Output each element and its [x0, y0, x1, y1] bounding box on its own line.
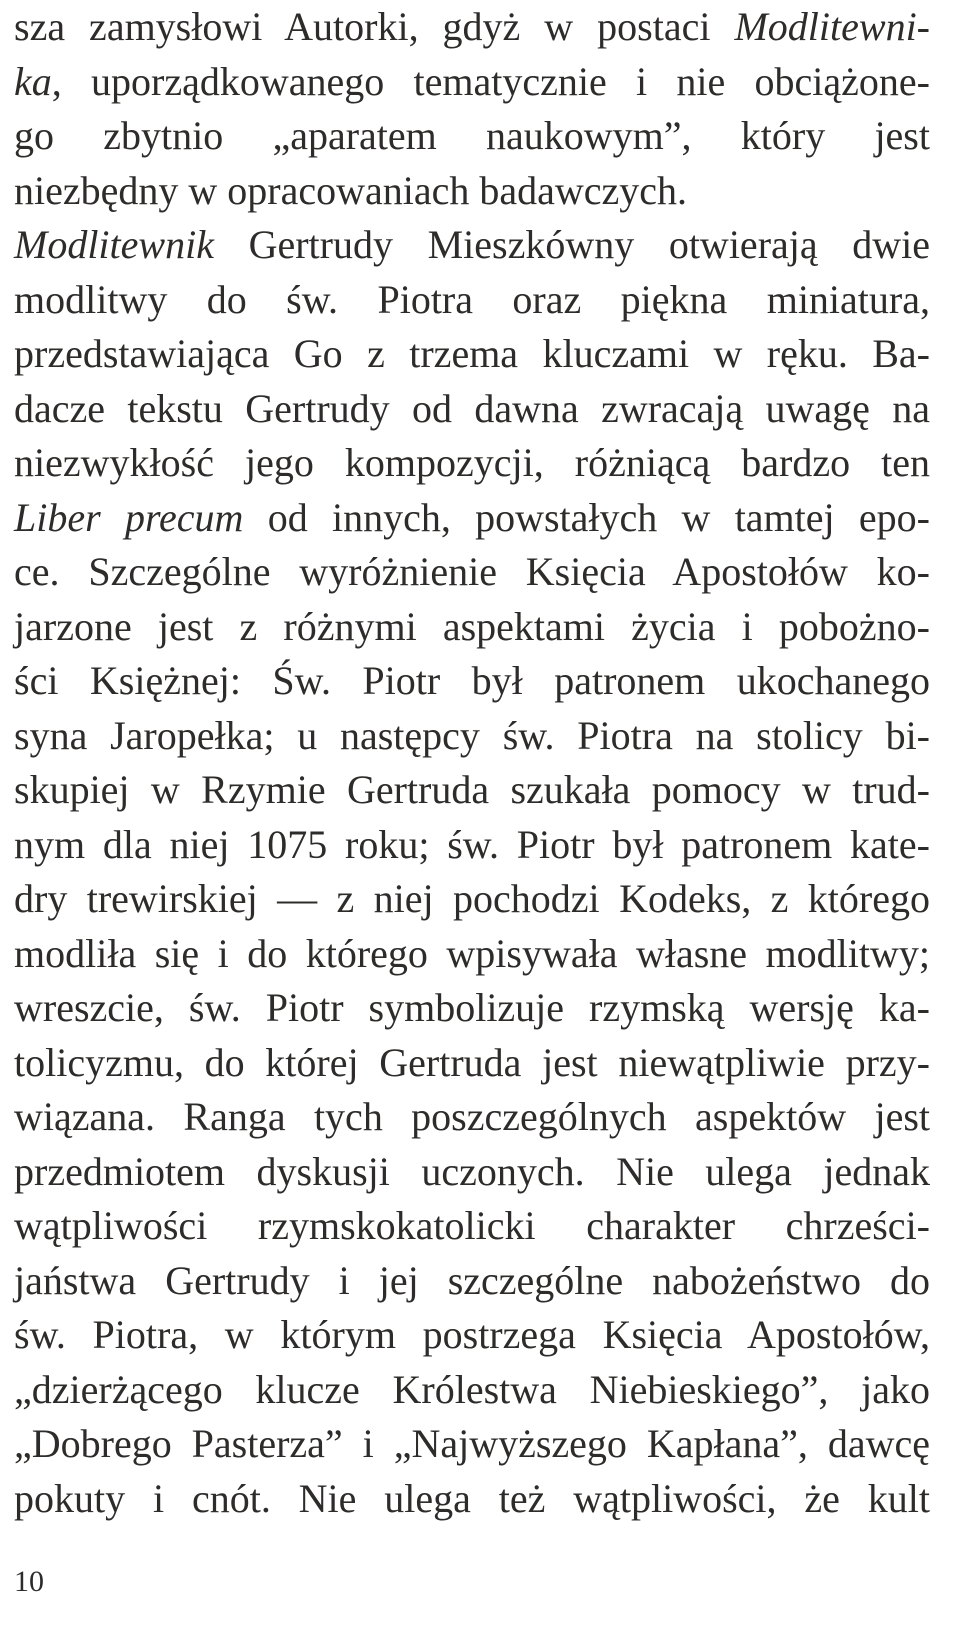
text-segment: wreszcie, św. Piotr symbolizuje rzymską wersję ka- [14, 985, 930, 1030]
text-segment: „dzierżącego klucze Królestwa Niebieskiego”, jako [14, 1366, 930, 1412]
text-segment: , uporządkowanego tematycznie i nie obciążone- [51, 58, 930, 104]
text-segment: ści Księżnej: Św. Piotr był patronem ukochanego [14, 658, 930, 703]
text-segment: niezwykłość jego kompozycji, różniącą bardzo ten [14, 440, 930, 485]
text-line [14, 491, 930, 546]
text-line [14, 1363, 930, 1418]
text-segment: tolicyzmu, do której Gertruda jest niewątpliwie przy- [14, 1039, 930, 1085]
text-line [14, 872, 930, 927]
text-line [14, 763, 930, 818]
text-segment: syna Jaropełka; u następcy św. Piotra na stolicy bi- [14, 712, 930, 758]
text-segment: go zbytnio „aparatem naukowym”, który jest [14, 113, 930, 158]
text-line [14, 927, 930, 982]
text-segment: niezbędny w opracowaniach badawczych. [14, 167, 688, 213]
text-line [14, 1036, 930, 1091]
text-segment: od innych, powstałych w tamtej epo- [243, 494, 930, 540]
text-line [14, 1308, 930, 1363]
text-segment: „Dobrego Pasterza” i „Najwyższego Kapłana”, dawcę [14, 1421, 930, 1466]
text-segment: nym dla niej 1075 roku; św. Piotr był patronem kate- [14, 821, 930, 867]
page-number: 10 [14, 1565, 44, 1598]
text-line [14, 709, 930, 764]
text-line [14, 600, 930, 655]
italic-title: Modlitewni- [734, 4, 930, 49]
italic-title: Liber precum [14, 494, 244, 540]
italic-title: ka [14, 58, 52, 104]
text-segment: przedmiotem dyskusji uczonych. Nie ulega jednak [14, 1148, 930, 1194]
text-line [14, 1254, 930, 1309]
text-segment: jarzone jest z różnymi aspektami życia i pobożno- [14, 603, 930, 649]
text-line [14, 1199, 930, 1254]
text-line [14, 1145, 930, 1200]
text-line [14, 818, 930, 873]
text-line [14, 327, 930, 382]
text-line [14, 382, 930, 437]
text-segment: dry trewirskiej — z niej pochodzi Kodeks, z którego [14, 876, 930, 921]
text-segment: pokuty i cnót. Nie ulega też wątpliwości, że kult [14, 1475, 930, 1521]
body-text [14, 0, 930, 1526]
text-segment: przedstawiająca Go z trzema kluczami w ręku. Ba- [14, 331, 930, 376]
text-line [14, 55, 930, 110]
text-segment: sza zamysłowi Autorki, gdyż w postaci [14, 4, 735, 49]
text-line [14, 545, 930, 600]
text-line [14, 1472, 930, 1527]
text-segment: św. Piotra, w którym postrzega Księcia Apostołów, [14, 1312, 930, 1357]
text-line [14, 273, 930, 328]
text-segment: modlitwy do św. Piotra oraz piękna miniatura, [14, 276, 930, 322]
text-line [14, 164, 930, 219]
text-segment: wątpliwości rzymskokatolicki charakter chrześci- [14, 1203, 930, 1248]
text-line [14, 981, 930, 1036]
text-segment: Gertrudy Mieszkówny otwierają dwie [213, 222, 930, 267]
text-line [14, 109, 930, 164]
text-line [14, 654, 930, 709]
text-line [14, 0, 930, 55]
text-segment: dacze tekstu Gertrudy od dawna zwracają uwagę na [14, 385, 930, 431]
text-line [14, 436, 930, 491]
text-line [14, 1417, 930, 1472]
text-segment: skupiej w Rzymie Gertruda szukała pomocy w trud- [14, 767, 930, 812]
text-line [14, 1090, 930, 1145]
text-line [14, 218, 930, 273]
text-segment: ce. Szczególne wyróżnienie Księcia Apostołów ko- [14, 549, 930, 594]
text-segment: jaństwa Gertrudy i jej szczególne nabożeństwo do [14, 1257, 930, 1303]
italic-title: Modlitewnik [14, 222, 214, 267]
text-segment: modliła się i do którego wpisywała własne modlitwy; [14, 930, 930, 976]
text-segment: wiązana. Ranga tych poszczególnych aspektów jest [14, 1094, 930, 1139]
